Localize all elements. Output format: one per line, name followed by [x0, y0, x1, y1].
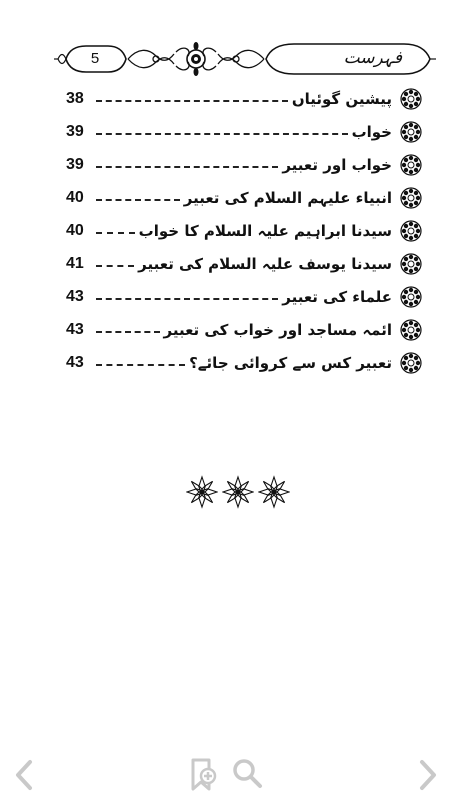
toc-page-number: 43: [66, 287, 84, 305]
dotted-leader: [96, 265, 134, 267]
dotted-leader: [96, 166, 278, 168]
page-title: فہرست: [343, 48, 402, 68]
toc-entry-title: علماء کی تعبیر: [282, 287, 392, 306]
bookmark-add-icon: [188, 756, 218, 794]
rosette-bullet-icon: [400, 154, 422, 176]
toc-entry-title: خواب: [351, 122, 392, 141]
rosette-bullet-icon: [400, 220, 422, 242]
chevron-right-icon: [410, 758, 444, 792]
toc-page-number: 39: [66, 155, 84, 173]
dotted-leader: [96, 298, 278, 300]
toc-page-number: 43: [66, 353, 84, 371]
toc-page-number: 39: [66, 122, 84, 140]
toc-page-number: 43: [66, 320, 84, 338]
toc-entry[interactable]: [66, 148, 422, 181]
search-button[interactable]: [230, 756, 264, 792]
dotted-leader: [96, 199, 180, 201]
toc-entry-title: تعبیر کس سے کروائی جائے؟: [189, 353, 392, 372]
reader-toolbar: [0, 748, 450, 800]
toc-entry-title: انبیاء علیہم السلام کی تعبیر: [183, 188, 392, 207]
dotted-leader: [96, 364, 185, 366]
rosette-bullet-icon: [400, 121, 422, 143]
table-of-contents: [66, 82, 422, 379]
toc-entry[interactable]: [66, 181, 422, 214]
toc-entry[interactable]: [66, 280, 422, 313]
toc-entry-title: سیدنا یوسف علیہ السلام کی تعبیر: [138, 254, 392, 273]
next-page-button[interactable]: [410, 758, 444, 792]
toc-entry-title: ائمہ مساجد اور خواب کی تعبیر: [163, 320, 392, 339]
dotted-leader: [96, 331, 160, 333]
flower-ornament-icon: [186, 474, 218, 510]
toc-page-number: 40: [66, 221, 84, 239]
toc-entry[interactable]: [66, 313, 422, 346]
flower-ornament-icon: [222, 474, 254, 510]
toc-entry[interactable]: [66, 214, 422, 247]
toc-entry-title: سیدنا ابراہیم علیہ السلام کا خواب: [138, 221, 392, 240]
rosette-bullet-icon: [400, 286, 422, 308]
dotted-leader: [96, 232, 135, 234]
toc-entry[interactable]: [66, 247, 422, 280]
add-bookmark-button[interactable]: [188, 756, 218, 794]
decorative-separator: [186, 474, 290, 510]
rosette-bullet-icon: [400, 187, 422, 209]
dotted-leader: [96, 100, 288, 102]
toc-page-number: 38: [66, 89, 84, 107]
toc-page-number: 41: [66, 254, 84, 272]
rosette-bullet-icon: [400, 253, 422, 275]
rosette-bullet-icon: [400, 88, 422, 110]
toc-entry[interactable]: [66, 346, 422, 379]
toc-entry[interactable]: [66, 115, 422, 148]
toc-page-number: 40: [66, 188, 84, 206]
page-header: [52, 40, 436, 78]
search-icon: [230, 756, 264, 792]
rosette-bullet-icon: [400, 319, 422, 341]
chevron-left-icon: [8, 758, 42, 792]
dotted-leader: [96, 133, 348, 135]
toc-entry[interactable]: [66, 82, 422, 115]
page-number: 5: [90, 50, 100, 67]
toc-entry-title: پیشین گوئیاں: [291, 89, 392, 108]
toc-entry-title: خواب اور تعبیر: [282, 155, 392, 174]
previous-page-button[interactable]: [8, 758, 42, 792]
rosette-bullet-icon: [400, 352, 422, 374]
flower-ornament-icon: [258, 474, 290, 510]
